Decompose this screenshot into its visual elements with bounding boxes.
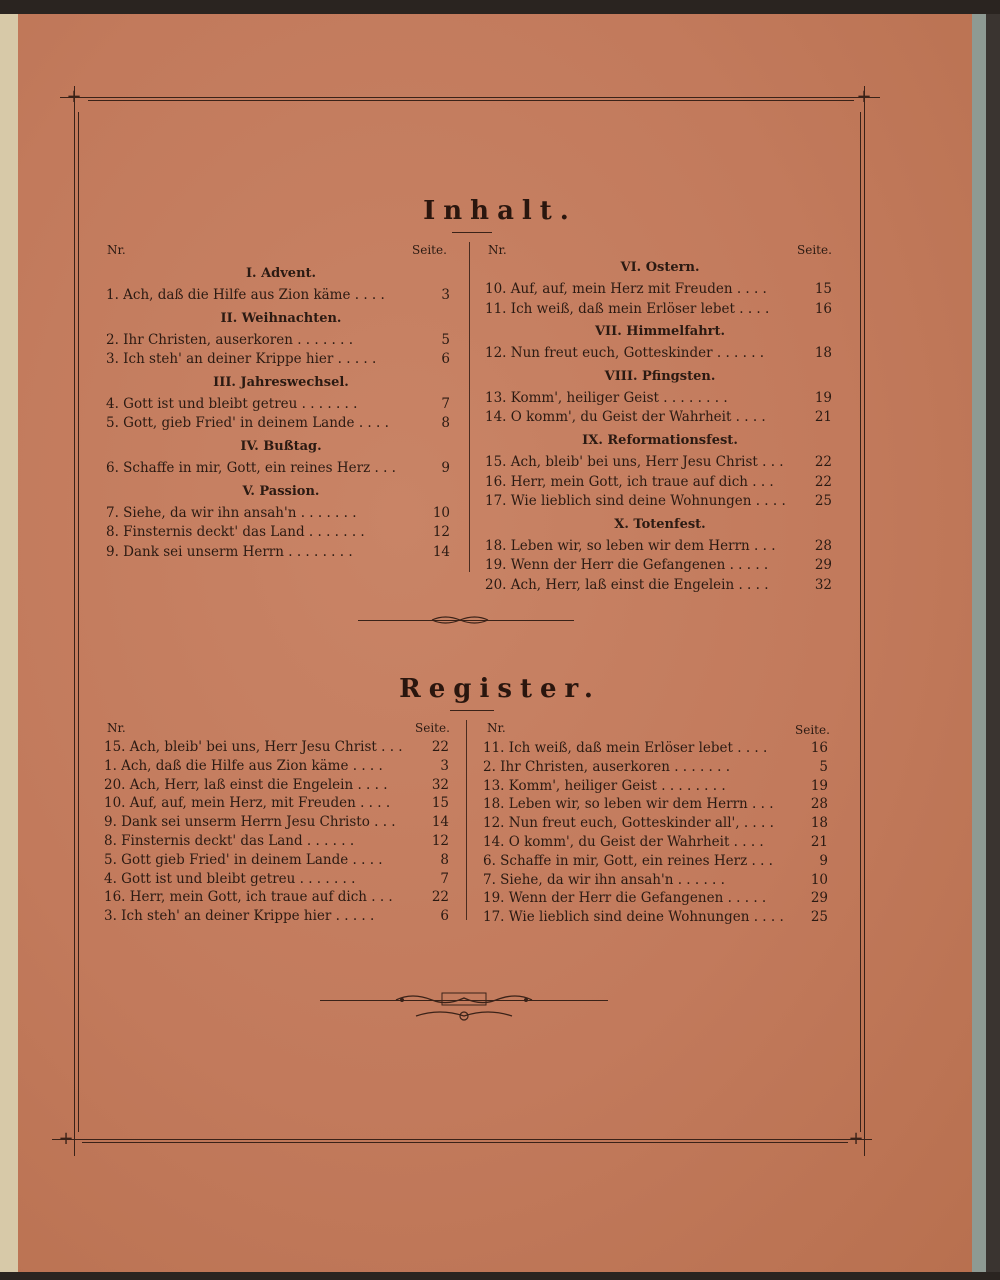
toc-entry: 6. Schaffe in mir, Gott, ein reines Herz . . . <box>483 852 773 869</box>
toc-entry: 4. Gott ist und bleibt getreu . . . . . . . <box>104 870 356 887</box>
toc-entry: 1. Ach, daß die Hilfe aus Zion käme . . . . <box>104 757 383 774</box>
section-heading: VI. Ostern. <box>620 260 700 275</box>
toc-page-number: 22 <box>431 739 449 755</box>
toc-page-number: 22 <box>814 473 832 490</box>
toc-page-number: 8 <box>441 415 450 432</box>
corner-ornament-icon: + <box>66 86 82 107</box>
frame-top-rule <box>60 97 880 98</box>
register-title: Register. <box>399 674 601 704</box>
toc-entry: 16. Herr, mein Gott, ich traue auf dich . . . <box>104 889 393 906</box>
toc-entry: 13. Komm', heiliger Geist . . . . . . . . <box>483 777 726 794</box>
toc-entry: 18. Leben wir, so leben wir dem Herrn . . . <box>483 796 774 813</box>
toc-page-number: 10 <box>432 504 450 521</box>
toc-page-number: 21 <box>810 834 828 850</box>
toc-entry: 7. Siehe, da wir ihn ansah'n . . . . . . <box>483 871 725 888</box>
toc-page-number: 32 <box>814 577 832 593</box>
toc-entry: 19. Wenn der Herr die Gefangenen . . . . . <box>485 557 769 574</box>
toc-page-number: 3 <box>441 287 450 303</box>
frame-left-rule <box>74 86 75 1156</box>
register-left-nr-label: Nr. <box>107 721 126 735</box>
bottom-ornament-icon <box>392 988 536 1024</box>
toc-page-number: 18 <box>814 345 832 362</box>
toc-page-number: 19 <box>814 389 832 406</box>
toc-entry: 9. Dank sei unserm Herrn Jesu Christo . . . <box>104 814 396 831</box>
middle-ornament-icon <box>430 613 490 627</box>
toc-entry: 2. Ihr Christen, auserkoren . . . . . . . <box>106 331 353 348</box>
toc-page-number: 15 <box>814 281 832 297</box>
inhalt-left-seite-label: Seite. <box>412 243 447 257</box>
toc-entry: 9. Dank sei unserm Herrn . . . . . . . . <box>106 543 353 560</box>
toc-entry: 15. Ach, bleib' bei uns, Herr Jesu Christ . . . <box>485 454 784 470</box>
toc-entry: 18. Leben wir, so leben wir dem Herrn . . . <box>485 537 776 554</box>
section-heading: II. Weihnachten. <box>220 310 342 326</box>
toc-page-number: 14 <box>432 543 450 560</box>
toc-page-number: 14 <box>431 814 449 831</box>
toc-page-number: 8 <box>440 851 449 868</box>
toc-page-number: 29 <box>814 557 832 574</box>
register-title-rule <box>450 710 494 711</box>
toc-entry: 17. Wie lieblich sind deine Wohnungen . . . . <box>485 493 786 510</box>
toc-entry: 2. Ihr Christen, auserkoren . . . . . . . <box>483 758 730 775</box>
toc-entry: 5. Gott gieb Fried' in deinem Lande . . . . <box>104 851 383 868</box>
toc-page-number: 18 <box>810 815 828 832</box>
inhalt-left-nr-label: Nr. <box>107 243 126 257</box>
toc-entry: 14. O komm', du Geist der Wahrheit . . . . <box>485 409 766 426</box>
toc-page-number: 21 <box>814 409 832 426</box>
frame-bottom-rule-inner <box>82 1142 848 1143</box>
toc-entry: 14. O komm', du Geist der Wahrheit . . . . <box>483 834 764 850</box>
toc-page-number: 12 <box>432 524 450 541</box>
toc-entry: 8. Finsternis deckt' das Land . . . . . . . <box>106 524 365 541</box>
toc-entry: 1. Ach, daß die Hilfe aus Zion käme . . . . <box>106 287 385 303</box>
section-heading: III. Jahreswechsel. <box>213 374 349 390</box>
register-right-nr-label: Nr. <box>487 721 506 735</box>
toc-entry: 12. Nun freut euch, Gotteskinder all', . . . . <box>483 815 774 832</box>
toc-page-number: 28 <box>810 796 828 813</box>
toc-page-number: 9 <box>819 852 828 869</box>
toc-page-number: 25 <box>814 493 832 510</box>
toc-entry: 20. Ach, Herr, laß einst die Engelein . . . . <box>104 776 388 793</box>
toc-entry: 7. Siehe, da wir ihn ansah'n . . . . . . . <box>106 504 357 521</box>
toc-entry: 8. Finsternis deckt' das Land . . . . . . <box>104 833 355 849</box>
inhalt-title-rule <box>452 232 492 233</box>
toc-page-number: 15 <box>431 795 449 812</box>
toc-page-number: 22 <box>814 454 832 470</box>
toc-entry: 10. Auf, auf, mein Herz mit Freuden . . . . <box>485 281 767 297</box>
toc-page-number: 6 <box>440 908 449 925</box>
toc-page-number: 9 <box>441 460 450 476</box>
corner-ornament-icon: + <box>848 1128 864 1149</box>
register-column-divider <box>466 720 467 920</box>
corner-ornament-icon: + <box>856 86 872 107</box>
toc-page-number: 7 <box>440 870 449 887</box>
register-left-seite-label: Seite. <box>415 721 450 735</box>
toc-page-number: 29 <box>810 890 828 907</box>
section-heading: I. Advent. <box>245 266 317 281</box>
toc-entry: 3. Ich steh' an deiner Krippe hier . . . . . <box>104 908 375 925</box>
toc-entry: 11. Ich weiß, daß mein Erlöser lebet . . . . <box>485 300 770 317</box>
frame-right-rule <box>864 86 865 1156</box>
toc-entry: 6. Schaffe in mir, Gott, ein reines Herz . . . <box>106 460 396 476</box>
inhalt-column-divider <box>469 242 470 572</box>
toc-page-number: 28 <box>814 537 832 554</box>
section-heading: IV. Bußtag. <box>240 439 322 454</box>
register-right-seite-label: Seite. <box>795 723 830 737</box>
frame-top-rule-inner <box>88 100 854 101</box>
inhalt-right-nr-label: Nr. <box>488 243 507 257</box>
frame-bottom-rule <box>52 1139 872 1140</box>
toc-page-number: 5 <box>441 331 450 348</box>
toc-entry: 12. Nun freut euch, Gotteskinder . . . . . . <box>485 345 765 362</box>
toc-entry: 11. Ich weiß, daß mein Erlöser lebet . . . . <box>483 740 768 756</box>
section-heading: VII. Himmelfahrt. <box>594 324 726 340</box>
toc-page-number: 22 <box>431 889 449 906</box>
toc-entry: 4. Gott ist und bleibt getreu . . . . . . . <box>106 395 358 412</box>
toc-page-number: 10 <box>810 871 828 888</box>
toc-entry: 13. Komm', heiliger Geist . . . . . . . . <box>485 389 728 406</box>
toc-entry: 16. Herr, mein Gott, ich traue auf dich . . . <box>485 473 774 490</box>
toc-page-number: 25 <box>810 909 828 926</box>
section-heading: X. Totenfest. <box>614 516 706 532</box>
toc-entry: 3. Ich steh' an deiner Krippe hier . . . . . <box>106 351 377 368</box>
toc-entry: 19. Wenn der Herr die Gefangenen . . . . . <box>483 890 767 907</box>
toc-page-number: 5 <box>819 758 828 775</box>
toc-page-number: 16 <box>814 300 832 317</box>
toc-entry: 17. Wie lieblich sind deine Wohnungen . . . . <box>483 909 784 926</box>
toc-page-number: 12 <box>431 833 449 849</box>
toc-entry: 20. Ach, Herr, laß einst die Engelein . . . . <box>485 577 769 593</box>
corner-ornament-icon: + <box>58 1128 74 1149</box>
inhalt-title: Inhalt. <box>423 196 577 226</box>
section-heading: VIII. Pfingsten. <box>604 368 716 384</box>
toc-page-number: 32 <box>431 776 449 793</box>
toc-page-number: 19 <box>810 777 828 794</box>
section-heading: IX. Reformationsfest. <box>582 433 738 448</box>
toc-entry: 5. Gott, gieb Fried' in deinem Lande . . . . <box>106 415 389 432</box>
toc-entry: 15. Ach, bleib' bei uns, Herr Jesu Christ . . . <box>104 739 403 755</box>
frame-left-rule-inner <box>78 112 79 1132</box>
toc-entry: 10. Auf, auf, mein Herz, mit Freuden . . . . <box>104 795 391 812</box>
toc-page-number: 6 <box>441 351 450 368</box>
frame-right-rule-inner <box>860 112 861 1132</box>
section-heading: V. Passion. <box>242 483 320 499</box>
toc-page-number: 3 <box>440 757 449 774</box>
inhalt-right-seite-label: Seite. <box>797 243 832 257</box>
toc-page-number: 16 <box>810 740 828 756</box>
toc-page-number: 7 <box>441 395 450 412</box>
